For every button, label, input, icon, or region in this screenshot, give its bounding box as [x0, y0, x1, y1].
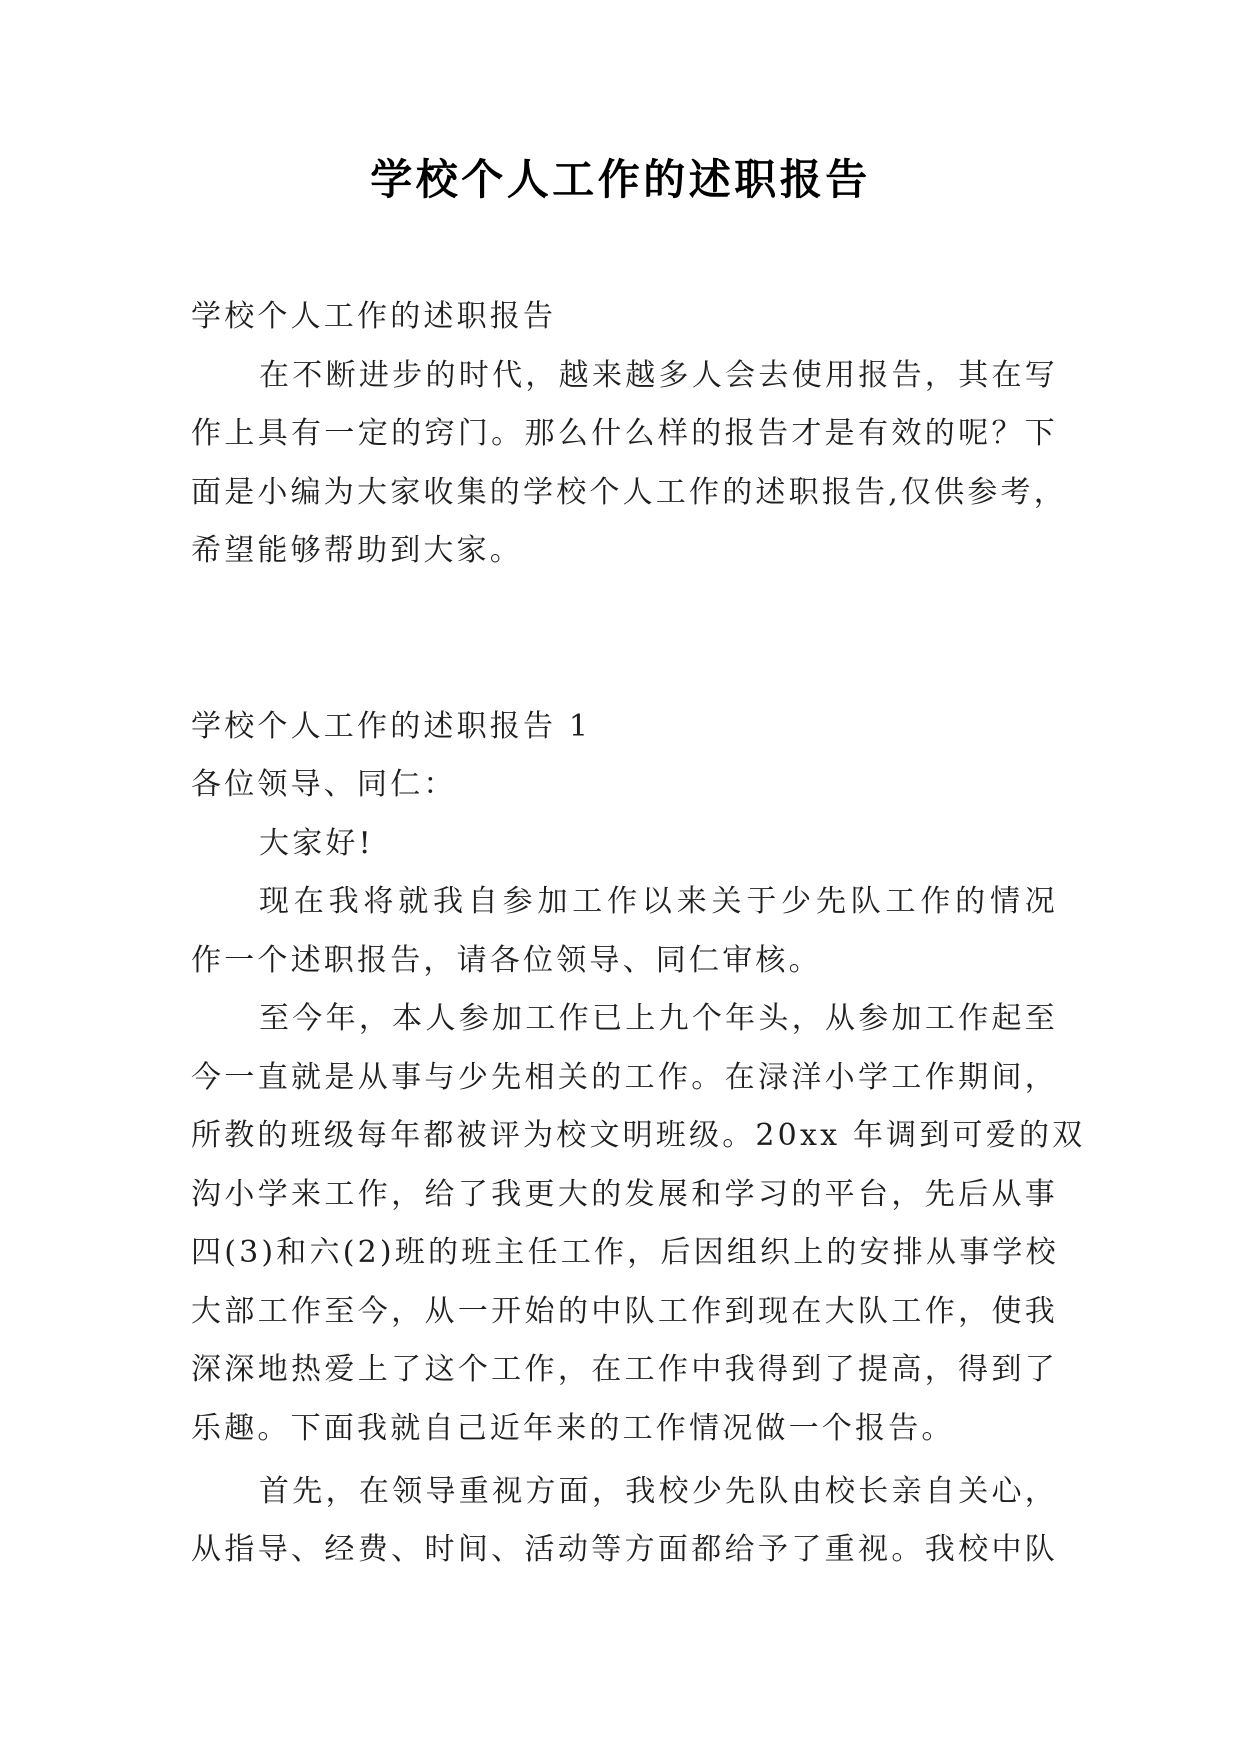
- text-line: 在不断进步的时代，越来越多人会去使用报告，其在写: [259, 358, 1058, 393]
- text-line: 至今年，本人参加工作已上九个年头，从参加工作起至: [259, 1001, 1058, 1036]
- text-line: 作一个述职报告，请各位领导、同仁审核。: [191, 943, 822, 978]
- text-line: 四(3)和六(2)班的班主任工作，后因组织上的安排从事学校: [191, 1235, 1059, 1270]
- document-title: 学校个人工作的述职报告: [370, 155, 871, 204]
- text-line: 大部工作至今，从一开始的中队工作到现在大队工作，使我: [191, 1294, 1058, 1329]
- section-heading: 学校个人工作的述职报告: [191, 299, 557, 334]
- text-line: 沟小学来工作，给了我更大的发展和学习的平台，先后从事: [191, 1177, 1058, 1212]
- text-line: 从指导、经费、时间、活动等方面都给予了重视。我校中队: [191, 1532, 1058, 1567]
- report-heading: 学校个人工作的述职报告 1: [191, 709, 592, 744]
- text-line: 首先，在领导重视方面，我校少先队由校长亲自关心，: [259, 1474, 1058, 1509]
- salutation: 各位领导、同仁：: [191, 767, 457, 802]
- greeting: 大家好!: [259, 826, 374, 861]
- text-line: 面是小编为大家收集的学校个人工作的述职报告,仅供参考，: [191, 475, 1067, 510]
- text-line: 今一直就是从事与少先相关的工作。在渌洋小学工作期间，: [191, 1060, 1058, 1095]
- text-line: 乐趣。下面我就自己近年来的工作情况做一个报告。: [191, 1411, 955, 1446]
- text-line: 现在我将就我自参加工作以来关于少先队工作的情况: [259, 884, 1058, 919]
- text-line: 所教的班级每年都被评为校文明班级。20xx 年调到可爱的双: [191, 1118, 1086, 1153]
- text-line: 深深地热爱上了这个工作，在工作中我得到了提高，得到了: [191, 1352, 1058, 1387]
- text-line: 希望能够帮助到大家。: [191, 533, 523, 568]
- text-line: 作上具有一定的窍门。那么什么样的报告才是有效的呢？下: [191, 416, 1058, 451]
